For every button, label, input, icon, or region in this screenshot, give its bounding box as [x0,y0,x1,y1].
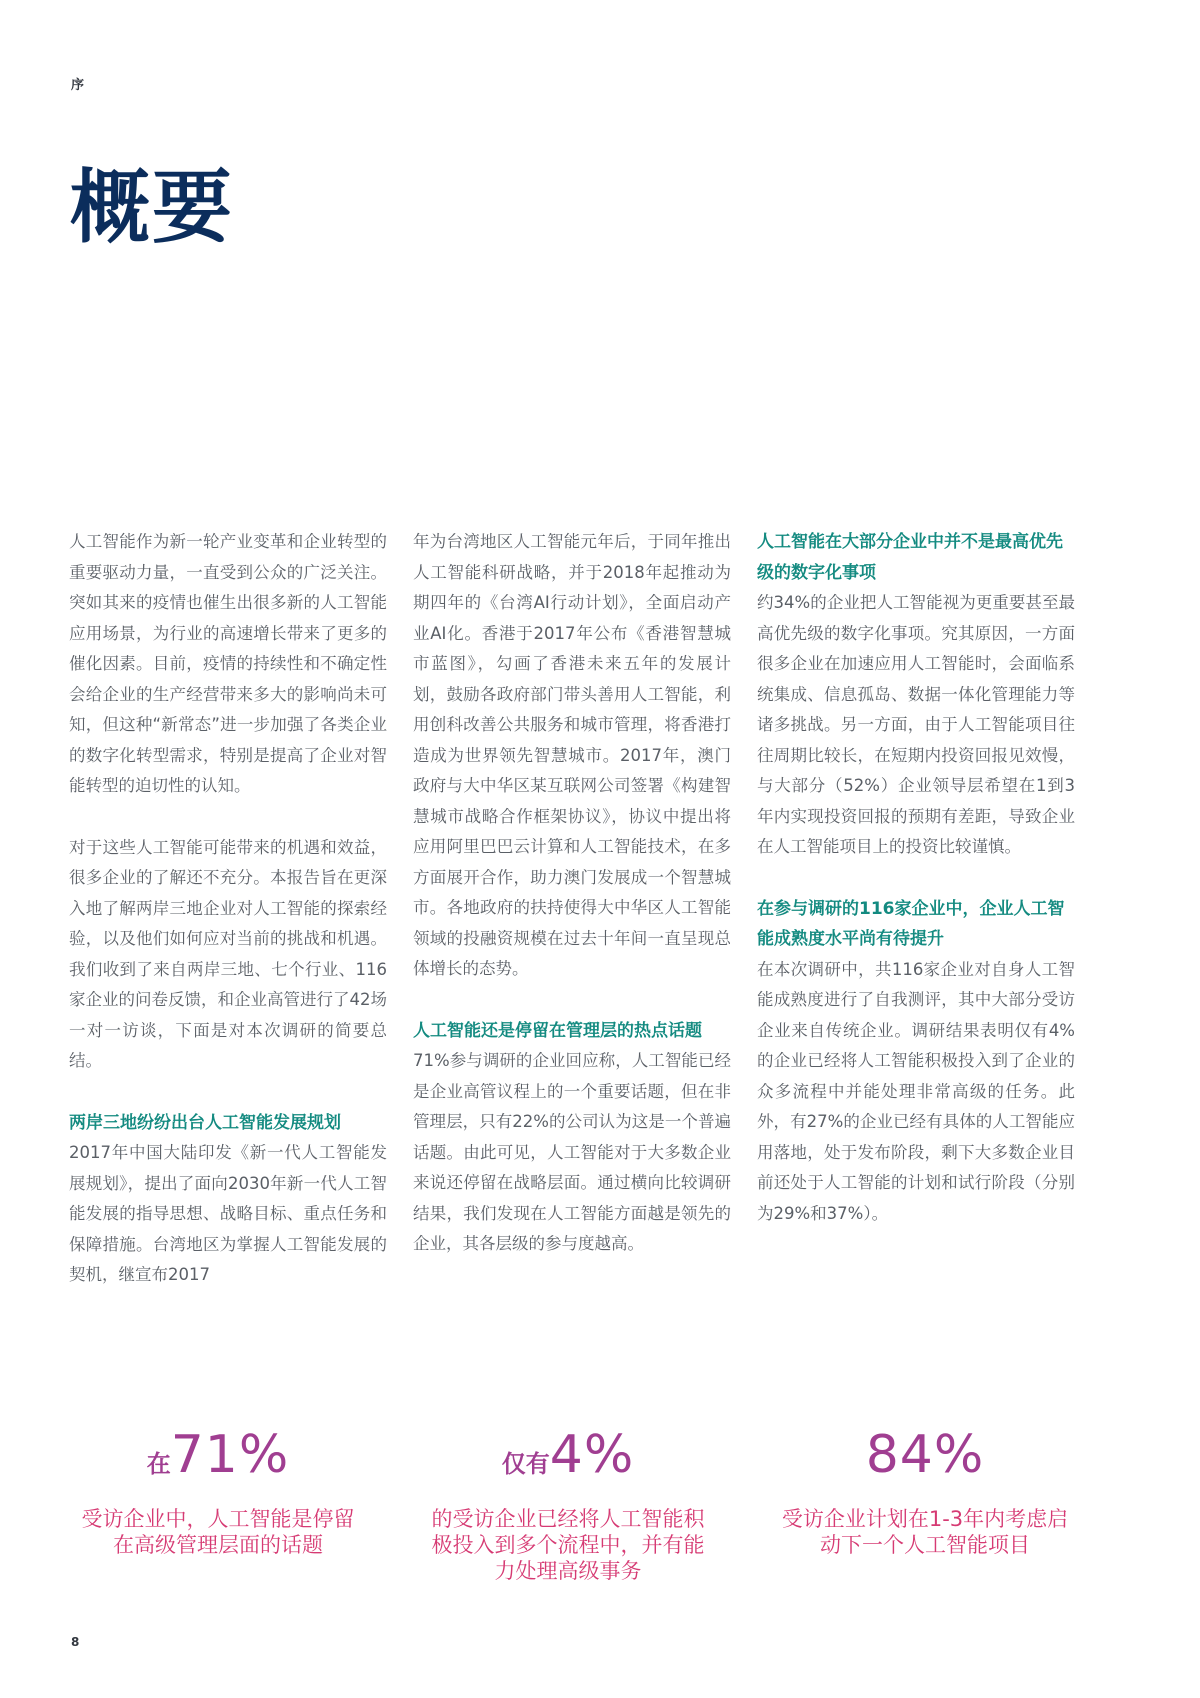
section-heading: 人工智能还是停留在管理层的热点话题 [413,1020,702,1041]
page-title: 概要 [70,161,234,254]
stat-prefix: 仅有 [501,1450,550,1478]
stat-callout-71 [68,1420,368,1558]
stat-value: 4% [549,1425,635,1485]
paragraph: 年为台湾地区人工智能元年后，于同年推出人工智能科研战略，并于2018年起推动为期四年的《台湾AI行动计划》，全面启动产业AI化。香港于2017年公布《香港智慧城市蓝图》，勾画了香港未来五年的发展计划，鼓励各政府部门带头善用人工智能，利用创科改善公共服务和城市管理，将香港打造成为世界领先智慧城市。2017年，澳门政府与大中华区某互联网公司签署《构建智慧城市战略合作框架协议》，协议中提出将应用阿里巴巴云计算和人工智能技术，在多方面展开合作，助力澳门发展成一个智慧城市。各地政府的扶持使得大中华区人工智能领域的投融资规模在过去十年间一直呈现总体增长的态势。 [413,532,731,978]
paragraph: 2017年中国大陆印发《新一代人工智能发展规划》，提出了面向2030年新一代人工智能发展的指导思想、战略目标、重点任务和保障措施。台湾地区为掌握人工智能发展的契机，继宣布2017 [69,1143,387,1284]
paragraph: 人工智能作为新一轮产业变革和企业转型的重要驱动力量，一直受到公众的广泛关注。突如其来的疫情也催生出很多新的人工智能应用场景，为行业的高速增长带来了更多的催化因素。目前，疫情的持续性和不确定性会给企业的生产经营带来多大的影响尚未可知，但这种“新常态”进一步加强了各类企业的数字化转型需求，特别是提高了企业对智能转型的迫切性的认知。 [69,532,387,795]
section-label: 序 [71,78,85,93]
stat-callout-84 [775,1420,1075,1558]
section-heading: 在参与调研的116家企业中，企业人工智能成熟度水平尚有待提升 [757,898,1065,949]
paragraph: 对于这些人工智能可能带来的机遇和效益，很多企业的了解还不充分。本报告旨在更深入地了解两岸三地企业对人工智能的探索经验，以及他们如何应对当前的挑战和机遇。我们收到了来自两岸三地、七个行业、116家企业的问卷反馈，和企业高管进行了42场一对一访谈，下面是对本次调研的简要总结。 [69,837,387,1070]
section-heading: 两岸三地纷纷出台人工智能发展规划 [69,1112,341,1133]
stat-description: 受访企业计划在1-3年内考虑启动下一个人工智能项目 [781,1507,1069,1557]
stat-description: 受访企业中，人工智能是停留在高级管理层面的话题 [81,1507,355,1557]
stat-callout-4 [418,1420,718,1584]
stat-value: 84% [865,1425,985,1485]
text-column-3 [757,527,1075,1260]
paragraph: 71%参与调研的企业回应称，人工智能已经是企业高管议程上的一个重要话题，但在非管理层，只有22%的公司认为这是一个普遍话题。由此可见，人工智能对于大多数企业来说还停留在战略层面。通过横向比较调研结果，我们发现在人工智能方面越是领先的企业，其各层级的参与度越高。 [413,1051,731,1253]
text-column-2 [413,527,731,1291]
text-column-1 [69,527,387,1322]
page-number: 8 [71,1635,80,1649]
paragraph: 约34%的企业把人工智能视为更重要甚至最高优先级的数字化事项。究其原因，一方面很多企业在加速应用人工智能时，会面临系统集成、信息孤岛、数据一体化管理能力等诸多挑战。另一方面，由于人工智能项目往往周期比较长，在短期内投资回报见效慢，与大部分（52%）企业领导层希望在1到3年内实现投资回报的预期有差距，导致企业在人工智能项目上的投资比较谨慎。 [757,593,1075,856]
paragraph: 在本次调研中，共116家企业对自身人工智能成熟度进行了自我测评，其中大部分受访企业来自传统企业。调研结果表明仅有4%的企业已经将人工智能积极投入到了企业的众多流程中并能处理非常高级的任务。此外，有27%的企业已经有具体的人工智能应用落地，处于发布阶段，剩下大多数企业目前还处于人工智能的计划和试行阶段（分别为29%和37%）。 [757,959,1075,1223]
section-heading: 人工智能在大部分企业中并不是最高优先级的数字化事项 [757,532,1063,583]
stat-description: 的受访企业已经将人工智能积极投入到多个流程中，并有能力处理高级事务 [431,1507,705,1583]
stat-prefix: 在 [146,1450,171,1478]
stat-value: 71% [170,1425,290,1485]
